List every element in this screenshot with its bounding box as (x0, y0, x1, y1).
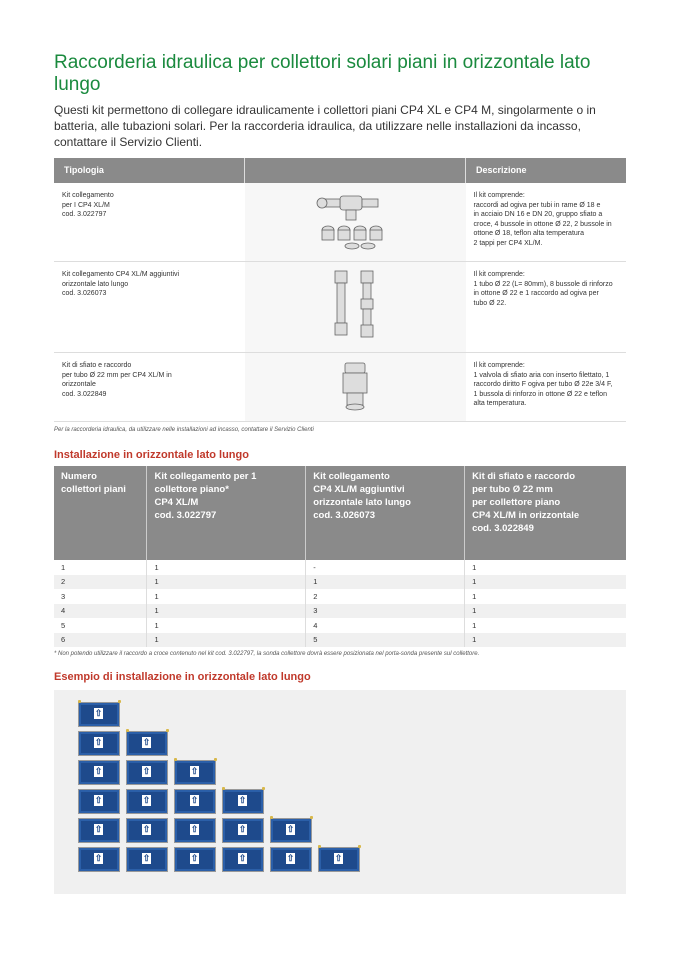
table-row (54, 589, 626, 604)
table-cell: 1 (147, 589, 306, 604)
table-row (54, 575, 626, 590)
solar-panel (222, 818, 264, 843)
table-cell: 1 (147, 560, 306, 575)
vent-cap (214, 758, 217, 761)
table-cell: 6 (54, 633, 147, 648)
table-cell: - (306, 560, 465, 575)
arrow-up-icon: ⇧ (94, 853, 103, 863)
table-cell: 4 (54, 604, 147, 619)
arrow-up-icon: ⇧ (94, 737, 103, 747)
solar-panel (78, 760, 120, 785)
kit-row (54, 262, 626, 353)
kit-descrizione-line: 2 tappi per CP4 XL/M. (473, 239, 543, 247)
arrow-up-icon: ⇧ (190, 795, 199, 805)
table-cell: 3 (306, 604, 465, 619)
table-cell: 1 (61, 562, 66, 572)
solar-panel (78, 847, 120, 872)
kit-descrizione-line: Il kit comprende: (473, 362, 525, 369)
kit-tipologia-line: per tubo Ø 22 mm per CP4 XL/M in (62, 371, 172, 379)
arrow-up-icon: ⇧ (190, 824, 199, 834)
kits-header-tipologia: Tipologia (54, 158, 245, 183)
kit-descrizione-line: raccordo diritto F ogiva per tubo Ø 22e 3/4 F, (473, 381, 613, 388)
install-header-line: CP4 XL/M aggiuntivi (313, 484, 405, 495)
table-cell: 1 (306, 575, 465, 590)
kit-tipologia-line: Kit di sfiato e raccordo (62, 362, 132, 369)
install-note: * Non potendo utilizzare il raccordo a croce contenuto nel kit cod. 3.022797, la sonda collettore dovrà essere posizionata nel porta-sonda presente sul collettore. (54, 651, 480, 657)
table-cell: 1 (465, 575, 626, 590)
solar-panel (270, 847, 312, 872)
arrow-up-icon: ⇧ (286, 824, 295, 834)
kit-descrizione-line: raccordi ad ogiva per tubi in rame Ø 18 e (473, 201, 601, 209)
kit-tipologia-line: orizzontale (62, 381, 96, 388)
install-header-line: Kit di sfiato e raccordo (472, 471, 575, 482)
fittings-set-icon (245, 183, 466, 262)
vent-cap (310, 816, 313, 819)
table-row (54, 618, 626, 633)
solar-panel (174, 847, 216, 872)
kit-row (54, 183, 626, 262)
install-header-col-4 (465, 466, 626, 560)
kit-tipologia (54, 353, 245, 422)
install-heading: Installazione in orizzontale lato lungo (54, 449, 249, 461)
vent-cap (270, 816, 273, 819)
vent-cap (118, 700, 121, 703)
table-cell: 2 (54, 575, 147, 590)
vent-cap (166, 729, 169, 732)
table-cell: 4 (306, 618, 465, 633)
kits-header-descrizione: Descrizione (466, 158, 627, 183)
vent-cap (174, 758, 177, 761)
install-header-line: cod. 3.022797 (154, 510, 217, 521)
arrow-up-icon: ⇧ (142, 766, 151, 776)
table-row (54, 633, 626, 648)
solar-panel (318, 847, 360, 872)
kit-descrizione-line: Il kit comprende: (473, 192, 525, 199)
kit-descrizione-line: alta temperatura. (473, 400, 527, 407)
table-cell: 1 (465, 633, 626, 648)
arrow-up-icon: ⇧ (238, 853, 247, 863)
kit-descrizione-line: 1 valvola di sfiato aria con inserto filettato, 1 (473, 371, 610, 379)
install-header-col-2 (147, 466, 306, 560)
air-vent-icon (245, 353, 466, 422)
arrow-up-icon: ⇧ (190, 766, 199, 776)
arrow-up-icon: ⇧ (94, 824, 103, 834)
kit-tipologia-line: cod. 3.022849 (62, 390, 107, 398)
kit-tipologia (54, 183, 245, 262)
vent-cap (126, 729, 129, 732)
solar-panel (78, 818, 120, 843)
install-header-line: collettori piani (61, 484, 126, 495)
table-cell: 5 (61, 620, 66, 630)
arrow-up-icon: ⇧ (334, 853, 343, 863)
install-header-line: per tubo Ø 22 mm (472, 484, 553, 495)
install-header-line: CP4 XL/M in orizzontale (472, 510, 580, 521)
kit-tipologia-line: Kit collegamento (62, 192, 114, 199)
install-header-line: per collettore piano (472, 497, 561, 508)
kits-header-image (245, 158, 466, 183)
arrow-up-icon: ⇧ (286, 853, 295, 863)
kit-descrizione-line: 1 tubo Ø 22 (L= 80mm), 8 bussole di rinforzo (473, 280, 613, 288)
install-header-line: Kit collegamento per 1 (154, 471, 257, 482)
install-table (54, 466, 626, 647)
table-cell: 1 (147, 618, 306, 633)
pipe-connector-icon (245, 262, 466, 353)
kits-table (54, 158, 626, 422)
install-header-line: Kit collegamento (313, 471, 390, 482)
vent-cap (222, 787, 225, 790)
solar-panel (78, 789, 120, 814)
solar-panel (270, 818, 312, 843)
install-header-col-1 (54, 466, 147, 560)
solar-panel (222, 789, 264, 814)
solar-panel (174, 818, 216, 843)
install-header-col-3 (306, 466, 465, 560)
table-cell: 2 (306, 589, 465, 604)
page-title: Raccorderia idraulica per collettori solari piani in orizzontale lato lungo (54, 52, 591, 95)
install-header-line: orizzontale lato lungo (313, 497, 411, 508)
kit-row (54, 353, 626, 422)
install-header-line: cod. 3.026073 (313, 510, 376, 521)
solar-panel (78, 731, 120, 756)
page-content (54, 52, 626, 894)
solar-panel (126, 818, 168, 843)
arrow-up-icon: ⇧ (94, 708, 103, 718)
kits-note: Per la raccorderia idraulica, da utilizzare nelle installazioni ad incasso, contattare il Servizio Clienti (54, 427, 314, 433)
arrow-up-icon: ⇧ (142, 737, 151, 747)
install-header-line: CP4 XL/M (154, 497, 199, 508)
table-cell: 1 (465, 589, 626, 604)
install-header-line: cod. 3.022849 (472, 523, 534, 534)
arrow-up-icon: ⇧ (238, 824, 247, 834)
vent-cap (262, 787, 265, 790)
intro-text: Questi kit permettono di collegare idraulicamente i collettori piani CP4 XL e CP4 M, singolarmente o in batteria, alle tubazioni solari. Per la raccorderia idraulica, da utilizzare nelle installazioni da incasso, contattare il Servizio Clienti. (54, 103, 596, 149)
arrow-up-icon: ⇧ (94, 795, 103, 805)
solar-panel (78, 702, 120, 727)
kit-descrizione-line: in acciaio DN 16 e DN 20, gruppo sfiato a (473, 211, 603, 218)
example-heading: Esempio di installazione in orizzontale lato lungo (54, 671, 311, 683)
vent-cap (358, 845, 361, 848)
table-row (54, 604, 626, 619)
kit-descrizione (466, 353, 627, 422)
kit-descrizione-line: in ottone Ø 22 e 1 raccordo ad ogiva per (473, 290, 599, 297)
table-cell: 5 (306, 633, 465, 648)
kit-tipologia-line: cod. 3.026073 (62, 290, 107, 297)
table-row (54, 560, 626, 575)
solar-panel (126, 731, 168, 756)
table-cell: 3 (61, 591, 66, 601)
table-cell: 1 (147, 633, 306, 648)
kit-tipologia-line: orizzontale lato lungo (62, 280, 129, 288)
vent-cap (318, 845, 321, 848)
solar-panel (126, 789, 168, 814)
kit-descrizione (466, 183, 627, 262)
table-cell: 1 (465, 618, 626, 633)
arrow-up-icon: ⇧ (142, 824, 151, 834)
table-cell: 1 (465, 604, 626, 619)
kit-tipologia-line: cod. 3.022797 (62, 211, 107, 218)
install-header-line: Numero (61, 471, 97, 482)
installation-diagram (54, 690, 626, 894)
kit-tipologia-line: per I CP4 XL/M (62, 201, 110, 209)
kit-descrizione (466, 262, 627, 353)
solar-panel (126, 847, 168, 872)
arrow-up-icon: ⇧ (238, 795, 247, 805)
arrow-up-icon: ⇧ (142, 853, 151, 863)
solar-panel (174, 789, 216, 814)
solar-panel (174, 760, 216, 785)
arrow-up-icon: ⇧ (142, 795, 151, 805)
kit-descrizione-line: 1 bussola di rinforzo in ottone Ø 22 e teflon (473, 390, 607, 398)
solar-panel (126, 760, 168, 785)
table-cell: 1 (465, 560, 626, 575)
kit-tipologia (54, 262, 245, 353)
arrow-up-icon: ⇧ (190, 853, 199, 863)
arrow-up-icon: ⇧ (94, 766, 103, 776)
install-header-line: collettore piano* (154, 484, 229, 495)
table-cell: 1 (147, 604, 306, 619)
vent-cap (78, 700, 81, 703)
kit-descrizione-line: tubo Ø 22. (473, 299, 507, 307)
kit-descrizione-line: croce, 4 bussole in ottone Ø 22, 2 bussole in (473, 220, 612, 228)
kit-descrizione-line: Il kit comprende: (473, 271, 525, 278)
kit-descrizione-line: ottone Ø 18, teflon alta temperatura (473, 230, 585, 237)
table-cell: 1 (147, 575, 306, 590)
solar-panel (222, 847, 264, 872)
kit-tipologia-line: Kit collegamento CP4 XL/M aggiuntivi (62, 271, 180, 278)
